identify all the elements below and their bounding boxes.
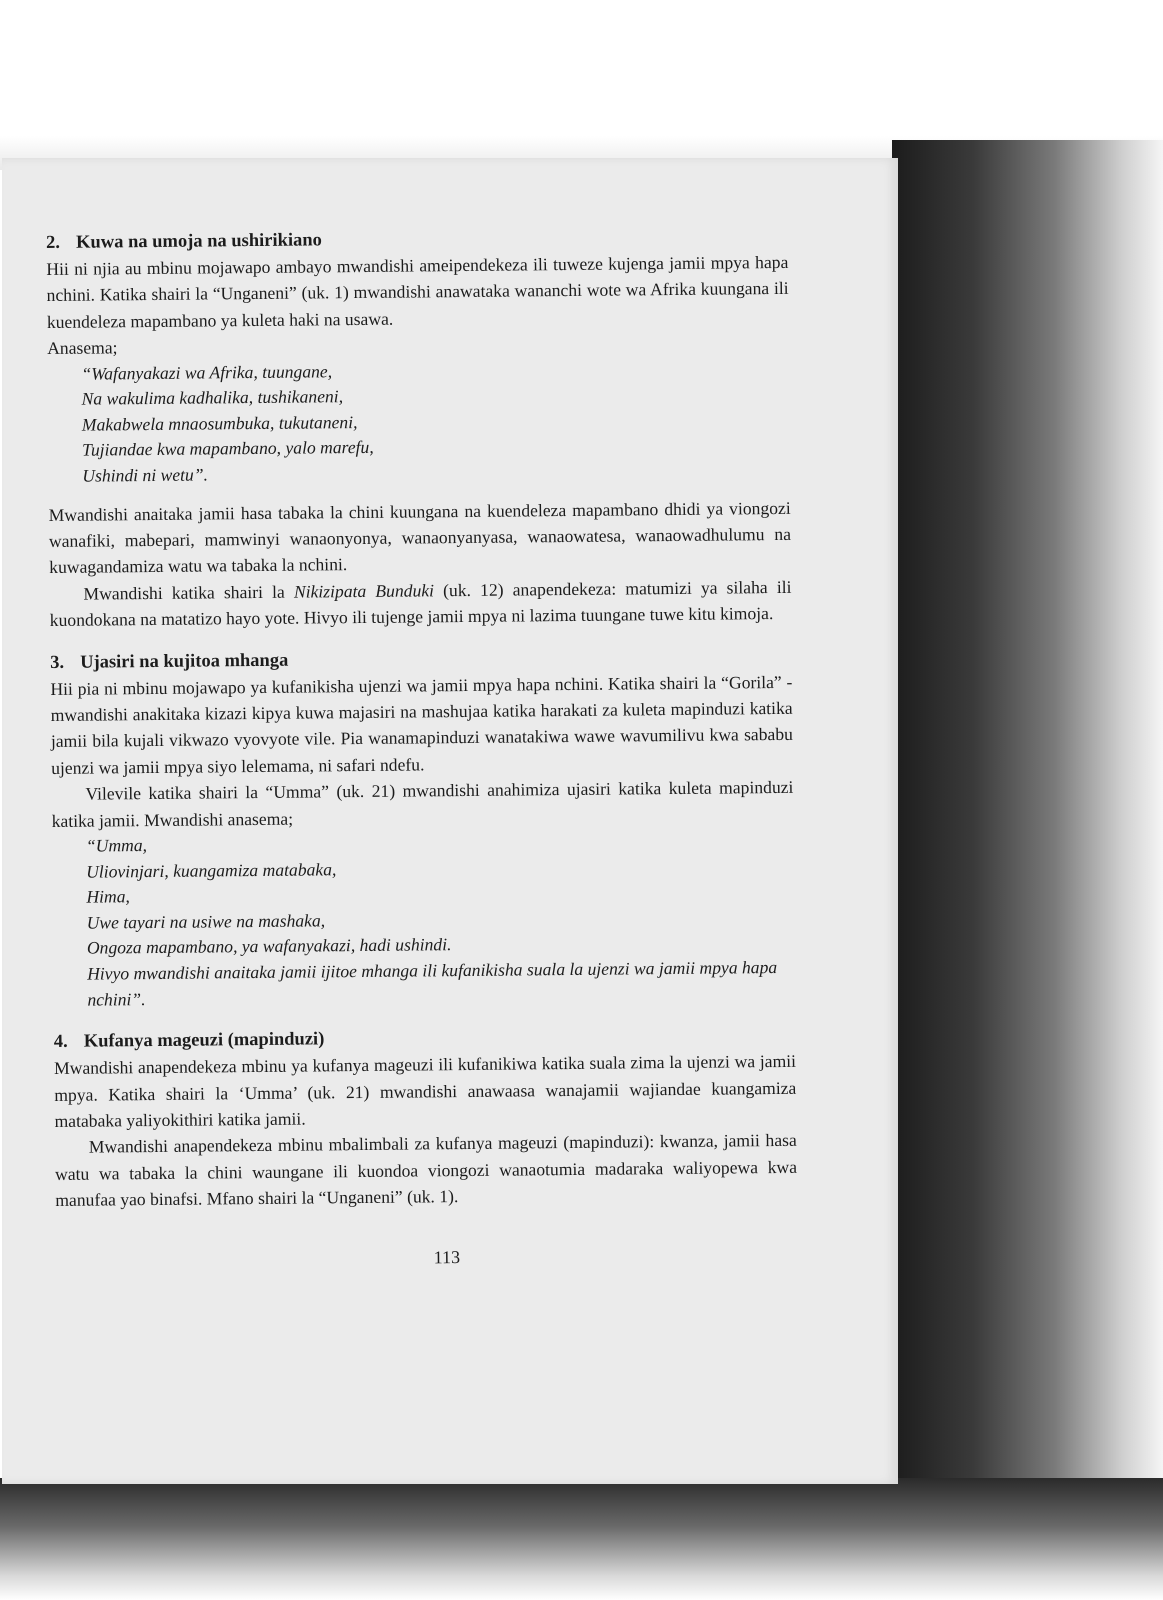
- paragraph: Mwandishi anapendekeza mbinu mbalimbali za kufanya mageuzi (mapinduzi): kwanza, jamii hasa watu wa tabaka la chini waungane ili kuondoa viongozi wanaotumia madaraka waliyopewa kwa manufaa yao binafsi. Mfano shairi la “Unganeni” (uk. 1).: [54, 1130, 798, 1211]
- scan-dark-edge-bottom: [0, 1478, 1163, 1600]
- poem-line: Hima,: [86, 886, 130, 907]
- book-page: [2, 158, 898, 1484]
- page-body: [46, 223, 798, 1274]
- scan-dark-edge-right: [892, 140, 1163, 1600]
- paragraph: Mwandishi katika shairi la Nikizipata Bunduki (uk. 12) anapendekeza: matumizi ya silaha ili kuondokana na matatizo hayo yote. Hivyo ili tujenge jamii mpya ni lazima tuungane tuwe kitu kimoja.: [49, 576, 792, 631]
- poem-line: Tujiandae kwa mapambano, yalo marefu,: [82, 437, 374, 461]
- poem-line: Uliovinjari, kuangamiza matabaka,: [86, 858, 337, 882]
- paragraph: Mwandishi anaitaka jamii hasa tabaka la chini kuungana na kuendeleza mapambano dhidi ya viongozi wanafiki, mabepari, mamwinyi wanaonyonya, wanaonyanyasa, wanaowatesa, wanaowadhulumu na kuwagandamiza watu wa tabaka la nchini.: [48, 497, 792, 578]
- poem-line: Ongoza mapambano, ya wafanyakazi, hadi ushindi.: [86, 934, 452, 959]
- poem-line: Uwe tayari na usiwe na mashaka,: [86, 910, 326, 933]
- poem-line: Ushindi ni wetu”.: [82, 464, 209, 486]
- paragraph-lead: Anasema;: [47, 337, 118, 359]
- paragraph: Hii pia ni mbinu mojawapo ya kufanikisha ujenzi wa jamii mpya hapa nchini. Katika shairi la “Gorila” - mwandishi anakitaka kizazi kipya kuwa majasiri na mashujaa katika harakati za kuleta mapinduzi katika jamii bila kujali vikwazo vyovyote vile. Pia wanamapinduzi wanatakiwa wawe wavumilivu kwa sababu ujenzi wa jamii mpya siyo lelemama, ni safari ndefu.: [50, 671, 793, 778]
- section-title: Kufanya mageuzi (mapinduzi): [83, 1029, 325, 1052]
- poem-title: Nikizipata Bunduki: [293, 580, 435, 602]
- poem-line: “Wafanyakazi wa Afrika, tuungane,: [81, 360, 333, 384]
- poem-line: Hivyo mwandishi anaitaka jamii ijitoe mhanga ili kufanikisha suala la ujenzi wa jamii mpya hapa nchini”.: [87, 957, 778, 1010]
- poem-line: Na wakulima kadhalika, tushikaneni,: [81, 386, 344, 409]
- section-title: Kuwa na umoja na ushirikiano: [76, 230, 322, 253]
- poem-quote: [81, 354, 790, 489]
- section-number: 4.: [53, 1032, 68, 1053]
- paragraph: Mwandishi anapendekeza mbinu ya kufanya mageuzi ili kufanikiwa katika suala zima la ujenzi wa jamii mpya. Katika shairi la ‘Umma’ (uk. 21) mwandishi anawaasa wanajamii wajiandae kuangamiza matabaka yaliyokithiri katika jamii.: [53, 1051, 797, 1131]
- poem-quote: [86, 827, 796, 1013]
- section-number: 2.: [46, 232, 61, 253]
- paragraph: Hii ni njia au mbinu mojawapo ambayo mwandishi ameipendekeza ili tuweze kujenga jamii mpya hapa nchini. Katika shairi la “Unganeni” (uk. 1) mwandishi anawataka wananchi wote wa Afrika kuungana ili kuendeleza mapambano ya kuleta haki na usawa.: [46, 251, 789, 332]
- section-title: Ujasiri na kujitoa mhanga: [80, 650, 289, 673]
- section-number: 3.: [50, 652, 65, 673]
- page-number: 113: [433, 1246, 461, 1267]
- poem-line: Makabwela mnaosumbuka, tukutaneni,: [81, 411, 358, 435]
- paragraph: Vilevile katika shairi la “Umma” (uk. 21) mwandishi anahimiza ujasiri katika kuleta mapinduzi katika jamii. Mwandishi anasema;: [51, 777, 794, 831]
- poem-line: “Umma,: [85, 835, 148, 856]
